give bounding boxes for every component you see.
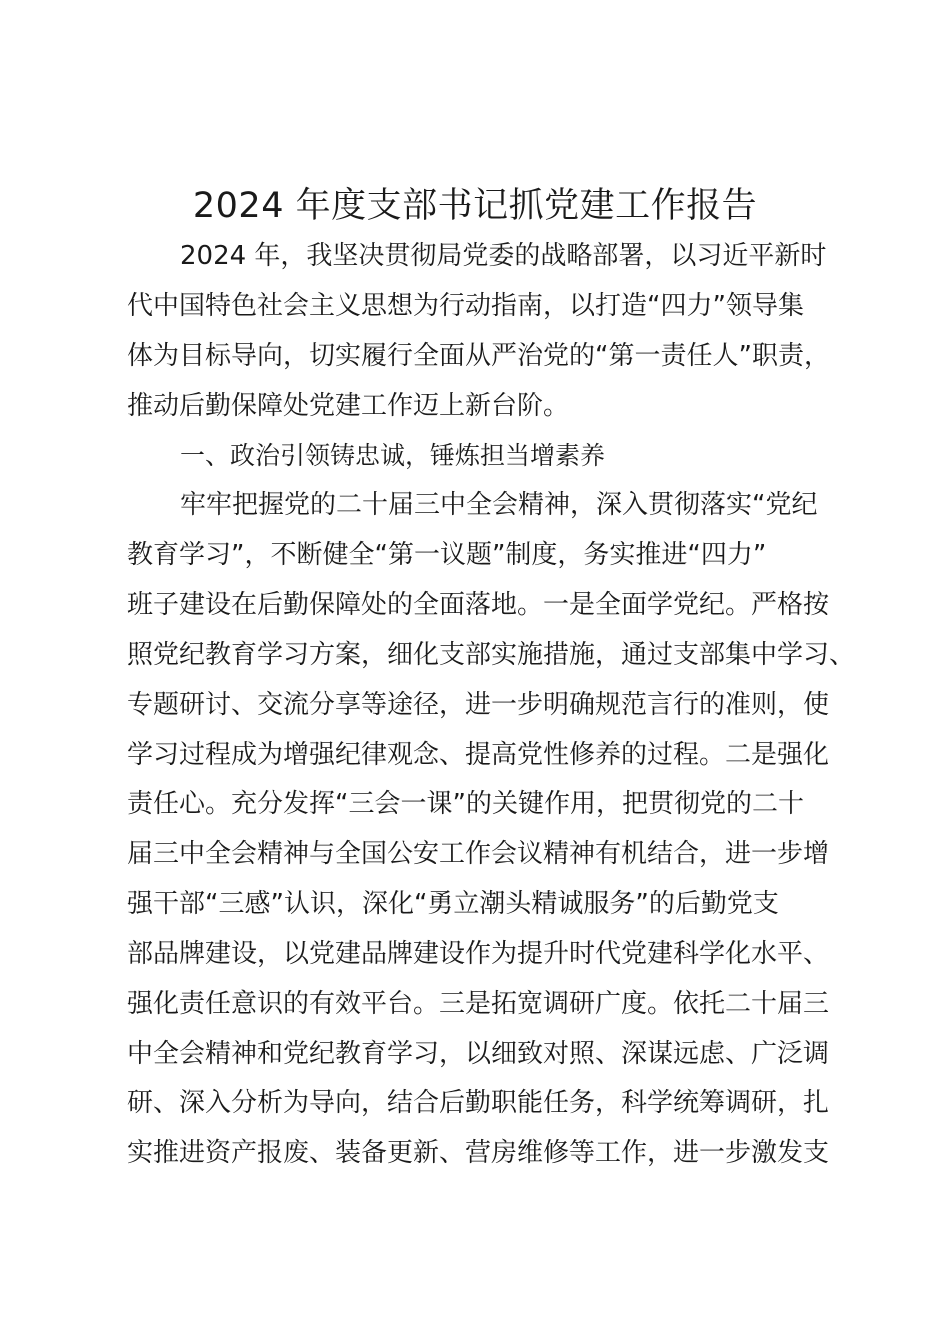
intro-line-3: 体为目标导向，切实履行全面从严治党的“第一责任人”职责， xyxy=(127,341,830,371)
body-line-8: 届三中全会精神与全国公安工作会议精神有机结合，进一步增 xyxy=(127,839,830,869)
body-line-5: 专题研讨、交流分享等途径，进一步明确规范言行的准则，使 xyxy=(127,690,830,720)
body-line-13: 研、深入分析为导向，结合后勤职能任务，科学统筹调研，扎 xyxy=(127,1088,830,1118)
document-title: 2024 年度支部书记抓党建工作报告 xyxy=(192,186,758,226)
body-line-11: 强化责任意识的有效平台。三是拓宽调研广度。依托二十届三 xyxy=(127,989,830,1019)
body-line-3: 班子建设在后勤保障处的全面落地。一是全面学党纪。严格按 xyxy=(127,590,830,620)
body-line-6: 学习过程成为增强纪律观念、提高党性修养的过程。二是强化 xyxy=(127,740,830,770)
body-line-2: 教育学习”，不断健全“第一议题”制度，务实推进“四力” xyxy=(127,540,767,570)
body-line-14: 实推进资产报废、装备更新、营房维修等工作，进一步激发支 xyxy=(127,1138,830,1168)
section-heading: 一、政治引领铸忠诚，锤炼担当增素养 xyxy=(180,441,606,470)
intro-line-1: 2024 年，我坚决贯彻局党委的战略部署，以习近平新时 xyxy=(180,241,827,271)
body-line-12: 中全会精神和党纪教育学习，以细致对照、深谋远虑、广泛调 xyxy=(127,1039,830,1069)
body-line-7: 责任心。充分发挥“三会一课”的关键作用，把贯彻党的二十 xyxy=(127,789,804,819)
body-line-9: 强干部“三感”认识，深化“勇立潮头精诚服务”的后勤党支 xyxy=(127,889,779,919)
body-line-4: 照党纪教育学习方案，细化支部实施措施，通过支部集中学习、 xyxy=(127,640,856,670)
intro-line-4: 推动后勤保障处党建工作迈上新台阶。 xyxy=(127,391,570,421)
intro-line-2: 代中国特色社会主义思想为行动指南，以打造“四力”领导集 xyxy=(127,291,804,321)
body-line-1: 牢牢把握党的二十届三中全会精神，深入贯彻落实“党纪 xyxy=(180,490,818,520)
body-line-10: 部品牌建设，以党建品牌建设作为提升时代党建科学化水平、 xyxy=(127,939,830,969)
